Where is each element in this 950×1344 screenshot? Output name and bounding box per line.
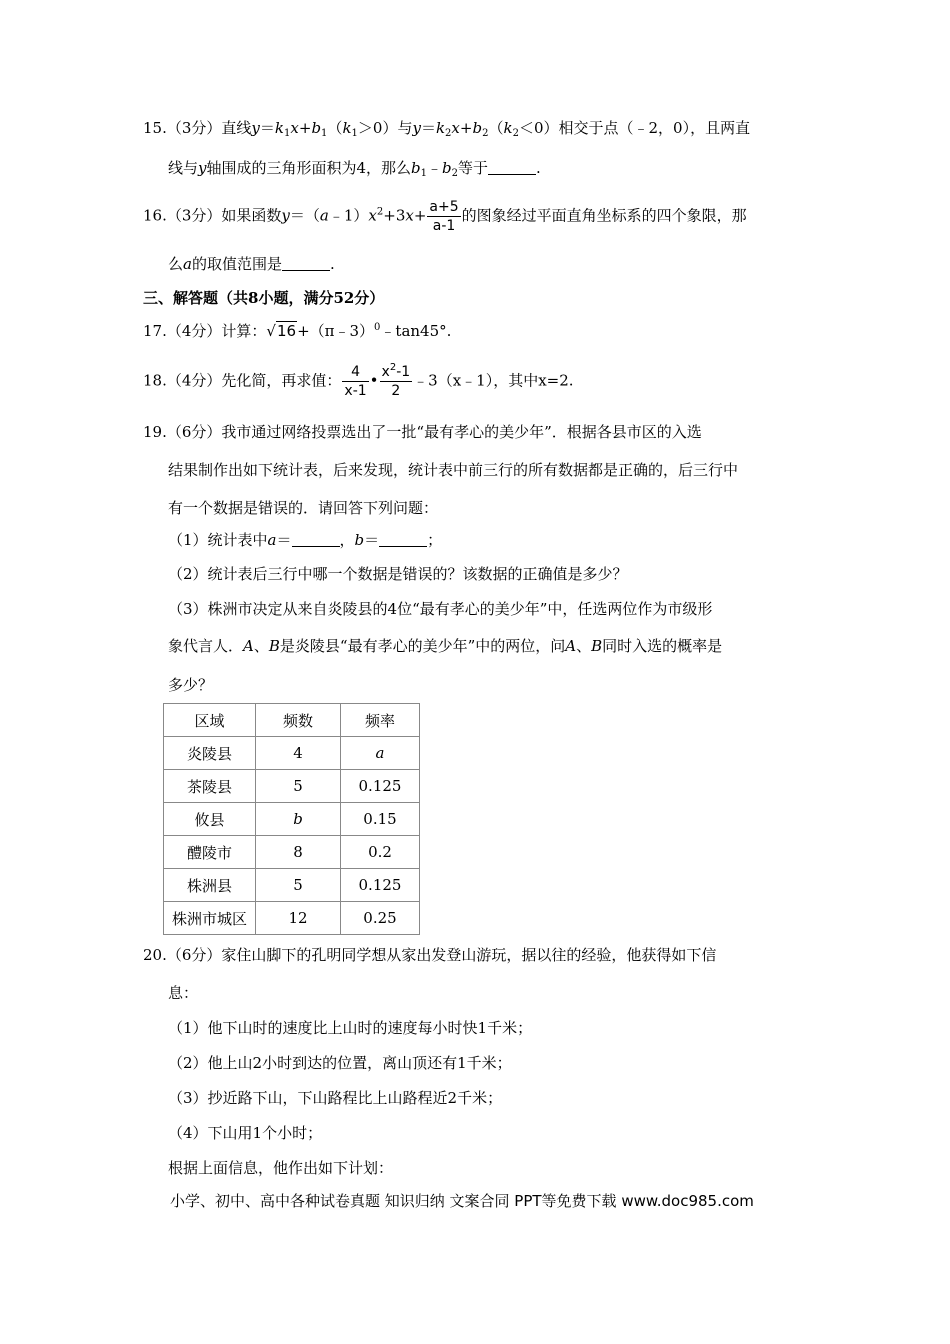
q20-plan: 根据上面信息，他作出如下计划： [168, 1159, 394, 1177]
fraction-x2-1-over-2: $\frac{x^2-1}{2}$ [381, 362, 411, 399]
footer-advert: 小学、初中、高中各种试卷真题 知识归纳 文案合同 PPT等免费下载 www.doc985.com [170, 1192, 754, 1210]
q19-sub3-line3: 多少？ [168, 676, 214, 694]
table-cell: 醴陵市 [164, 836, 256, 869]
table-cell: 8 [256, 836, 341, 869]
q17-line: 17.（4分）计算：√16+（π﹣3）$^0$﹣tan45°. [143, 322, 452, 340]
answer-blank-b[interactable] [379, 532, 427, 547]
fraction-4-over-x1: $\frac{4}{x-1}$ [344, 364, 367, 399]
table-cell: 攸县 [164, 803, 256, 836]
table-cell: 0.125 [341, 869, 420, 902]
q19-sub3-line1: （3）株洲市决定从来自炎陵县的4位“最有孝心的美少年”中，任选两位作为市级形 [168, 600, 713, 618]
table-row [164, 836, 420, 869]
table-cell: 0.125 [341, 770, 420, 803]
q18-line: 18.（4分）先化简，再求值： $\frac{4}{x-1}$ • $\frac{x^2-1}{2}$ ﹣3（x﹣1），其中x=2. [143, 362, 574, 399]
q19-line2: 结果制作出如下统计表，后来发现，统计表中前三行的所有数据都是正确的，后三行中 [168, 461, 739, 479]
q19-sub3-line2: 象代言人．A、B是炎陵县“最有孝心的美少年”中的两位，问A、B同时入选的概率是 [168, 637, 723, 655]
q19-line3: 有一个数据是错误的．请回答下列问题： [168, 499, 439, 517]
answer-blank-a[interactable] [292, 532, 340, 547]
table-row [164, 902, 420, 935]
q20-line2: 息： [168, 984, 199, 1002]
table-cell: 5 [256, 869, 341, 902]
answer-blank[interactable] [488, 160, 536, 175]
q19-sub2: （2）统计表后三行中哪一个数据是错误的？该数据的正确值是多少？ [168, 565, 628, 583]
table-cell: 茶陵县 [164, 770, 256, 803]
section-title: 三、解答题（共8小题，满分52分） [143, 289, 385, 307]
q19-sub1: （1）统计表中a＝ ，b＝ ； [168, 531, 443, 549]
table-cell: 0.25 [341, 902, 420, 935]
table-cell: 12 [256, 902, 341, 935]
table-cell: 0.15 [341, 803, 420, 836]
table-header: 频数 [256, 704, 341, 737]
table-cell: 4 [256, 737, 341, 770]
q20-item-2: （2）他上山2小时到达的位置，离山顶还有1千米； [168, 1054, 512, 1072]
answer-blank[interactable] [282, 256, 330, 271]
q20-line1: 20.（6分）家住山脚下的孔明同学想从家出发登山游玩，据以往的经验，他获得如下信 [143, 946, 717, 964]
q20-item-4: （4）下山用1个小时； [168, 1124, 323, 1142]
q16-line1: 16.（3分）如果函数$y=(a﹣1)x^2+3x+$ $\frac{a+5}{a-1}$ 的图象经过平面直角坐标系的四个象限，那 [143, 199, 747, 234]
table-cell: a [341, 737, 420, 770]
q20-item-3: （3）抄近路下山，下山路程比上山路程近2千米； [168, 1089, 503, 1107]
table-cell: 炎陵县 [164, 737, 256, 770]
statistics-table [163, 703, 420, 935]
fraction-a5-over-a1: $\frac{a+5}{a-1}$ [429, 199, 459, 234]
q20-item-1: （1）他下山时的速度比上山时的速度每小时快1千米； [168, 1019, 533, 1037]
table-cell: 株洲市城区 [164, 902, 256, 935]
table-cell: 5 [256, 770, 341, 803]
q19-line1: 19.（6分）我市通过网络投票选出了一批“最有孝心的美少年”．根据各县市区的入选 [143, 423, 702, 441]
table-row [164, 737, 420, 770]
table-row [164, 803, 420, 836]
q15-line1: 15.（3分）直线$y=k_1x+b_1(k_1>0)$与$y=k_2x+b_2(k_2<0)$相交于点（﹣2，0），且两直 [143, 119, 751, 139]
table-row [164, 869, 420, 902]
q16-line2: 么a的取值范围是 . [168, 255, 335, 273]
table-cell: 株洲县 [164, 869, 256, 902]
table-row [164, 770, 420, 803]
table-cell: b [256, 803, 341, 836]
table-header-row [164, 704, 420, 737]
table-header: 区域 [164, 704, 256, 737]
q15-line2: 线与y轴围成的三角形面积为4，那么$b_1﹣b_2$等于 . [168, 159, 541, 179]
table-header: 频率 [341, 704, 420, 737]
table-cell: 0.2 [341, 836, 420, 869]
sqrt-16: √16 [266, 322, 297, 340]
